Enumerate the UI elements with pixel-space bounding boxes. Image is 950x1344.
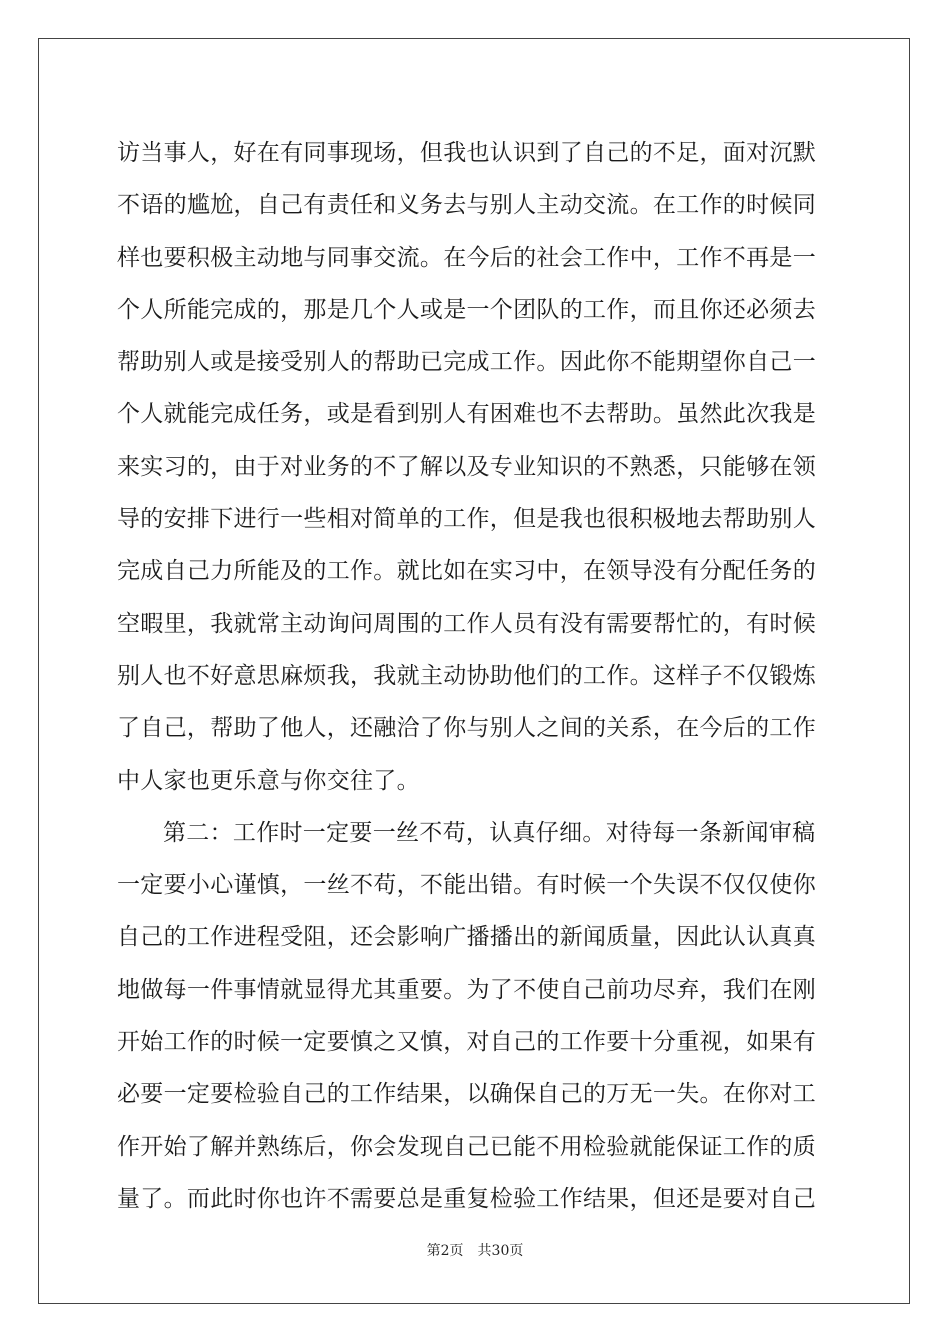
paragraph <box>117 807 832 1225</box>
text-line: 个人所能完成的，那是几个人或是一个团队的工作，而且你还必须去 <box>117 296 816 323</box>
text-line: 帮助别人或是接受别人的帮助已完成工作。因此你不能期望你自己一 <box>117 349 816 376</box>
text-line: 了自己，帮助了他人，还融洽了你与别人之间的关系，在今后的工作 <box>117 715 816 742</box>
text-line: 第二：工作时一定要一丝不苟，认真仔细。对待每一条新闻审稿 <box>163 819 816 846</box>
text-line: 完成自己力所能及的工作。就比如在实习中，在领导没有分配任务的 <box>117 558 816 585</box>
text-line: 不语的尴尬，自己有责任和义务去与别人主动交流。在工作的时候同 <box>117 192 816 219</box>
text-line: 开始工作的时候一定要慎之又慎，对自己的工作要十分重视，如果有 <box>117 1029 816 1056</box>
text-line: 地做每一件事情就显得尤其重要。为了不使自己前功尽弃，我们在刚 <box>117 976 816 1003</box>
text-line: 空暇里，我就常主动询问周围的工作人员有没有需要帮忙的，有时候 <box>117 610 816 637</box>
page-number-footer: 第2页 共30页 <box>426 1243 524 1259</box>
text-line: 自己的工作进程受阻，还会影响广播播出的新闻质量，因此认认真真 <box>117 924 816 951</box>
text-line: 一定要小心谨慎，一丝不苟，不能出错。有时候一个失误不仅仅使你 <box>117 872 816 899</box>
text-line: 样也要积极主动地与同事交流。在今后的社会工作中，工作不再是一 <box>117 244 816 271</box>
text-line: 中人家也更乐意与你交往了。 <box>117 767 420 794</box>
paragraph <box>117 127 832 807</box>
text-line: 个人就能完成任务，或是看到别人有困难也不去帮助。虽然此次我是 <box>117 401 816 428</box>
text-line: 作开始了解并熟练后，你会发现自己已能不用检验就能保证工作的质 <box>117 1133 816 1160</box>
text-line: 来实习的，由于对业务的不了解以及专业知识的不熟悉，只能够在领 <box>117 453 816 480</box>
text-line: 别人也不好意思麻烦我，我就主动协助他们的工作。这样子不仅锻炼 <box>117 662 816 689</box>
text-line: 量了。而此时你也许不需要总是重复检验工作结果，但还是要对自己 <box>117 1185 816 1212</box>
document-body <box>117 127 832 1225</box>
text-line: 导的安排下进行一些相对简单的工作，但是我也很积极地去帮助别人 <box>117 506 816 533</box>
text-line: 访当事人，好在有同事现场，但我也认识到了自己的不足，面对沉默 <box>117 140 816 166</box>
text-line: 必要一定要检验自己的工作结果，以确保自己的万无一失。在你对工 <box>117 1081 816 1108</box>
